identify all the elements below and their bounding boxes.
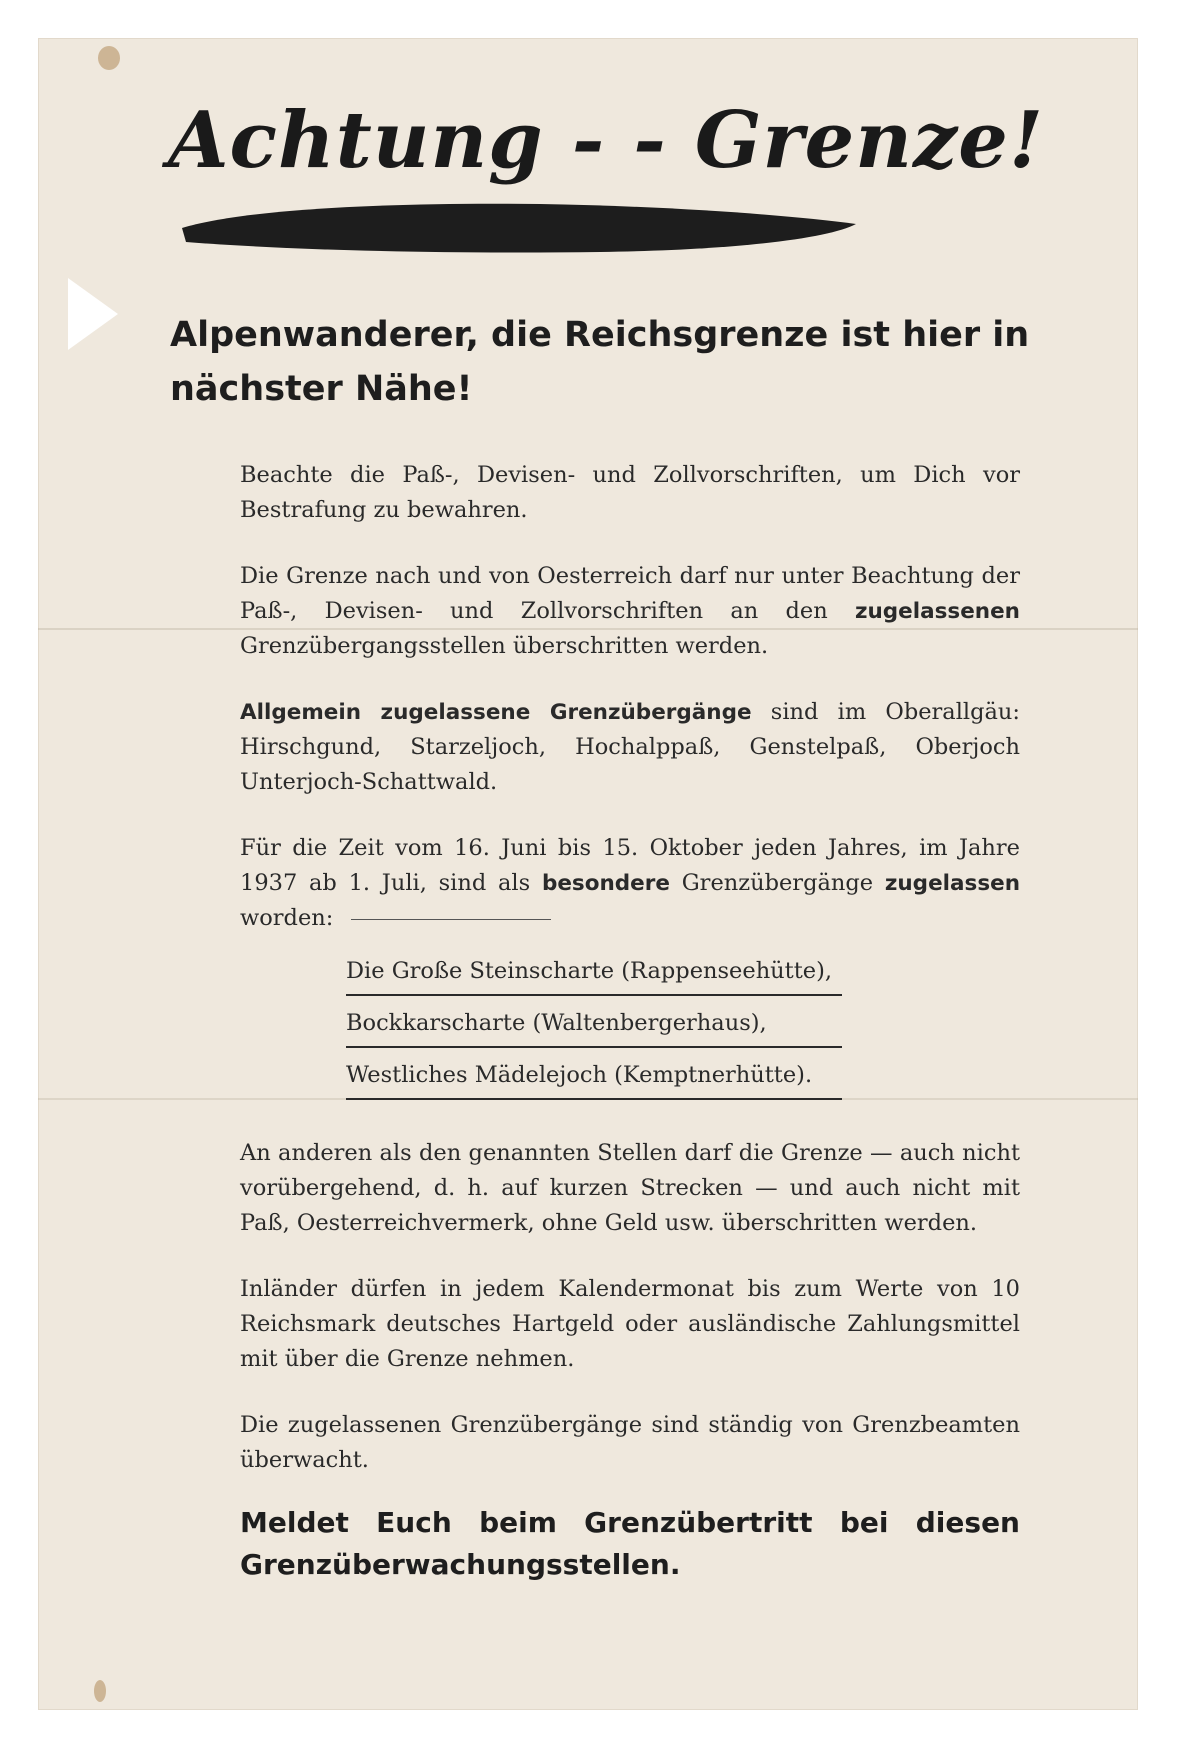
subheading: Alpenwanderer, die Reichsgrenze ist hier in nächster Nähe! xyxy=(170,315,1030,409)
brush-stroke-underline xyxy=(180,198,860,254)
list-item: Westliches Mädelejoch (Kemptnerhütte). xyxy=(346,1048,842,1100)
stain xyxy=(98,46,120,70)
special-crossings-list xyxy=(346,944,842,1100)
torn-edge xyxy=(68,278,118,350)
notice-body xyxy=(240,458,1020,1509)
closing-instruction: Meldet Euch beim Grenzübertritt bei diesen Grenzüberwachungsstellen. xyxy=(240,1506,1020,1581)
paragraph-regulations: Beachte die Paß-, Devisen- und Zollvorschriften, um Dich vor Bestrafung zu bewahren. xyxy=(240,462,1020,523)
leader-line xyxy=(351,919,551,920)
list-item: Bockkarscharte (Waltenbergerhaus), xyxy=(346,996,842,1048)
paragraph-border-crossing: Die Grenze nach und von Oesterreich darf nur unter Beachtung der Paß-, Devisen- und Zollvorschriften an den zugelassenen Grenzübergangsstellen überschritten werden. xyxy=(240,563,1020,659)
paragraph-surveillance: Die zugelassenen Grenzübergänge sind ständig von Grenzbeamten überwacht. xyxy=(240,1412,1020,1473)
paragraph-general-crossings: Allgemein zugelassene Grenzübergänge sind im Oberallgäu: Hirschgund, Starzeljoch, Hochalppaß, Genstelpaß, Oberjoch Unterjoch-Schattwald. xyxy=(240,699,1020,795)
paragraph-special-period: Für die Zeit vom 16. Juni bis 15. Oktober jeden Jahres, im Jahre 1937 ab 1. Juli, sind als besondere Grenzübergänge zugelassen worden: xyxy=(240,835,1021,931)
list-item: Die Große Steinscharte (Rappenseehütte), xyxy=(346,944,842,996)
headline: Achtung - - Grenze! xyxy=(168,95,1045,186)
stain xyxy=(94,1680,106,1702)
paragraph-other-places: An anderen als den genannten Stellen darf die Grenze — auch nicht vorübergehend, d. h. auf kurzen Strecken — und auch nicht mit Paß, Oesterreichvermerk, ohne Geld usw. überschritten werden. xyxy=(240,1140,1020,1236)
paragraph-currency: Inländer dürfen in jedem Kalendermonat bis zum Werte von 10 Reichsmark deutsches Hartgeld oder ausländische Zahlungsmittel mit über die Grenze nehmen. xyxy=(240,1276,1020,1372)
